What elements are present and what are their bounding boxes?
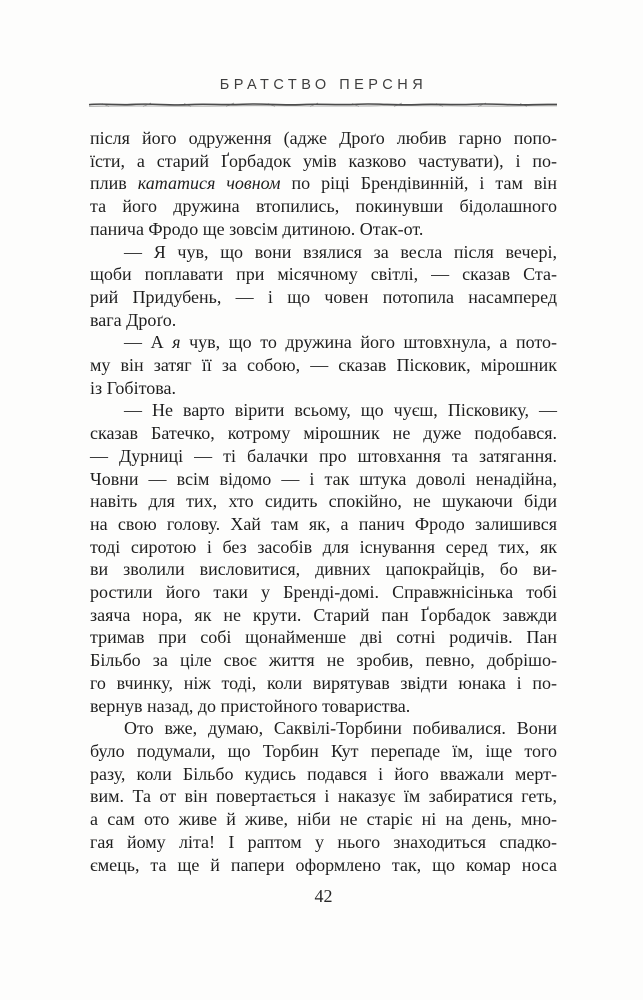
running-header: БРАТСТВО ПЕРСНЯ [219,77,428,93]
text-line: панича Фродо ще зовсім дитиною. Отак-от. [90,218,424,239]
text-line: вага Дроґо. [90,309,177,330]
text-line: заяча нора, як не крути. Старий пан Ґорбадок завжди [90,604,557,625]
text-line: було подумали, що Торбин Кут перепаде їм, іще того [90,740,557,761]
decorative-rule-icon [88,100,558,110]
italic-text-segment: кататися човном [137,173,281,194]
text-line: навіть для тих, хто сидить спокійно, не шукаючи біди [90,491,557,512]
text-line [90,331,557,354]
text-line: му він затяг її за собою, — сказав Пісковик, мірошник [90,355,557,376]
text-line: го вчинку, ніж тоді, коли вирятував звідти юнака і по- [90,672,557,693]
text-line: разу, коли Більбо кудись подався і його вважали мерт- [90,763,557,784]
text-segment: плив [90,173,138,194]
text-line: — Не варто вірити всьому, що чуєш, Пісковику, — [124,400,557,421]
text-line: — Я чув, що вони взялися за весла після вечері, [124,241,557,262]
page-number: 42 [314,886,333,906]
text-line: ємець, та ще й папери оформлено так, що комар носа [90,854,557,875]
text-segment: по ріці Брендівинній, і там він [280,173,558,194]
text-line: вернув назад, до пристойного товариства. [90,695,411,716]
text-line: Ото вже, думаю, Саквілі-Торбини побивалися. Вони [124,718,557,739]
text-line: на свою голову. Хай там як, а панич Фродо залишився [90,513,557,534]
text-line: із Гобітова. [90,377,176,398]
text-line: гая йому літа! І раптом у нього знаходиться спадко- [90,831,557,852]
text-line: ви зволили висловитися, дивних цапокрайців, бо ви- [90,559,557,580]
text-line: ростили його таки у Бренді-домі. Справжнісінька тобі [90,582,557,603]
body-text [90,127,557,876]
text-line: рий Придубень, — і що човен потопила насамперед [90,286,557,307]
text-segment: — А [124,332,173,353]
text-line: Човни — всім відомо — і так штука доволі ненадійна, [90,468,557,489]
italic-text-segment: я [172,332,181,353]
text-segment: чув, що то дружина його штовхнула, а пото- [180,332,558,353]
text-line: щоби поплавати при місячному світлі, — сказав Ста- [90,264,557,285]
text-line: тоді сиротою і без засобів для існування серед тих, як [90,536,557,557]
text-line: тримав при собі щонайменше дві сотні родичів. Пан [90,627,557,648]
text-line: Більбо за ціле своє життя не зробив, певно, добрішо- [90,650,557,671]
text-line: а сам ото живе й живе, ніби не старіє ні на день, мно- [90,809,557,830]
text-line: їсти, а старий Ґорбадок умів казково частувати), і по- [90,150,557,171]
text-line [90,172,557,195]
text-line: після його одруження (адже Дроґо любив гарно попо- [90,128,557,148]
text-line: — Дурниці — ті балачки про штовхання та затягання. [90,445,557,466]
text-line: та його дружина втопились, покинувши бідолашного [90,196,557,217]
text-line: сказав Батечко, котрому мірошник не дуже подобався. [90,423,557,444]
text-line: вим. Та от він повертається і наказує їм забиратися геть, [90,786,557,807]
